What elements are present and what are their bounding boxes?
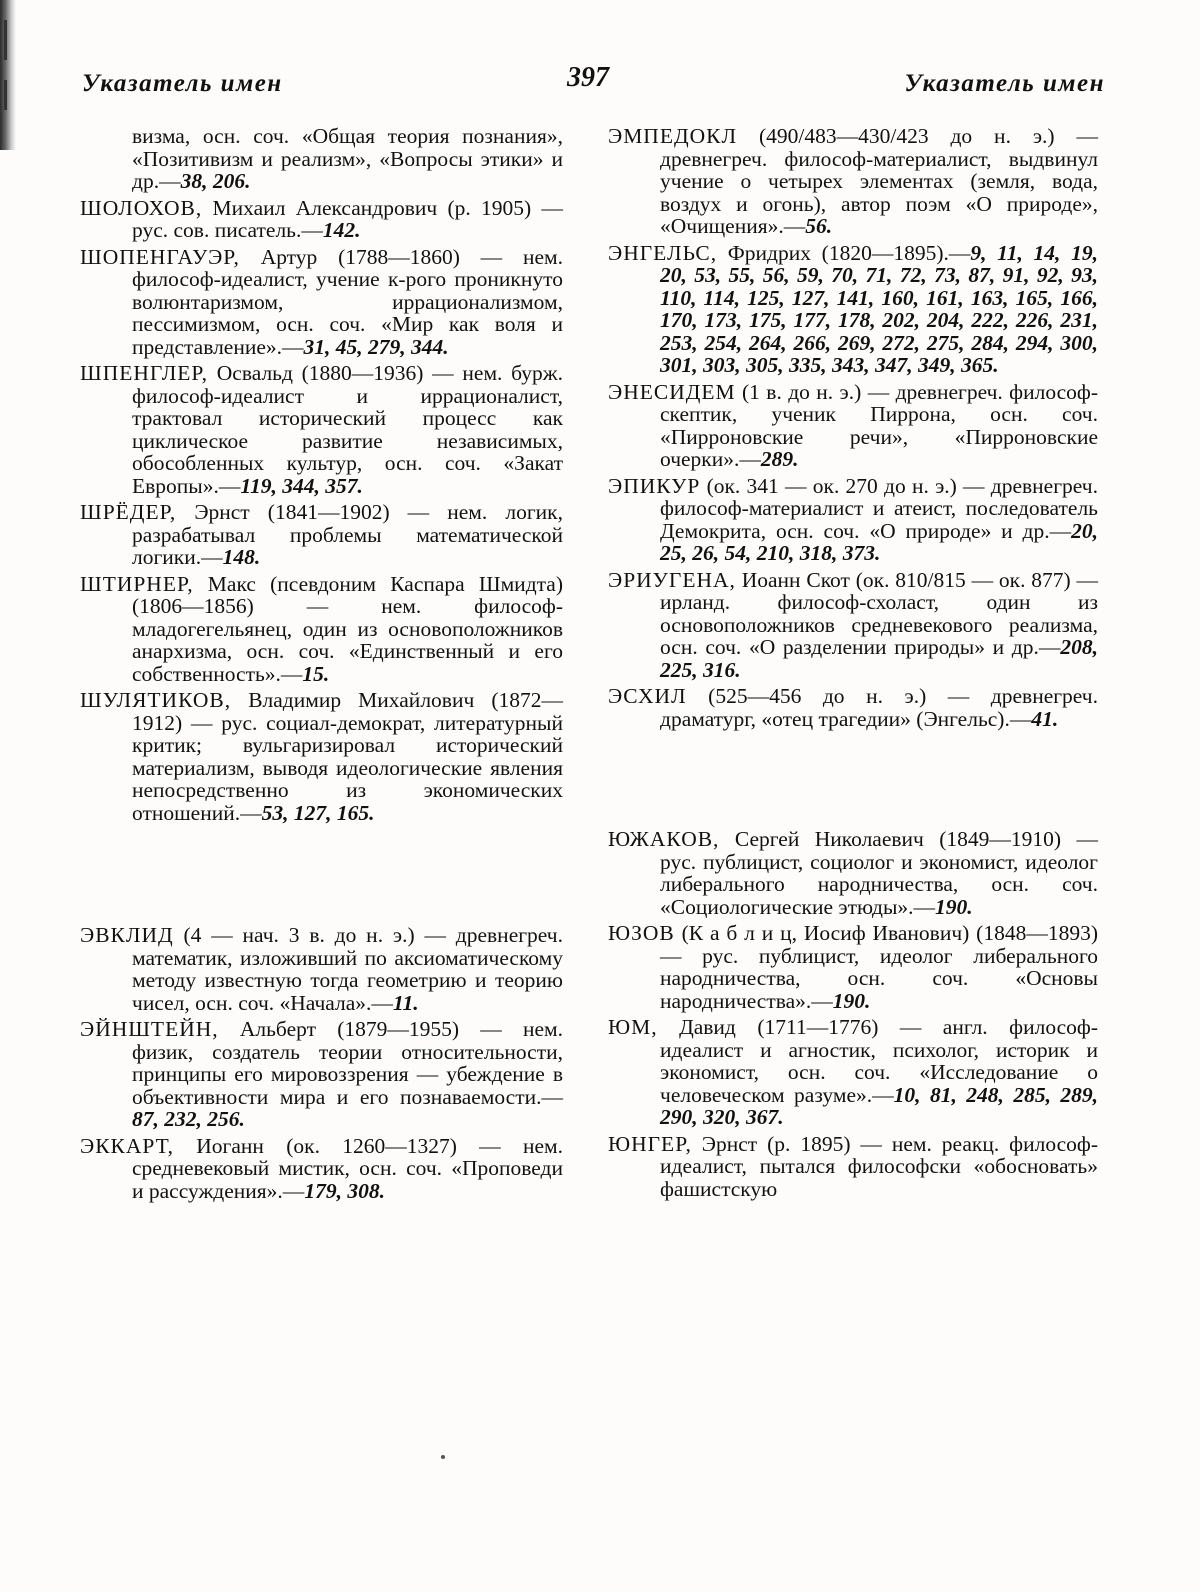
page-refs: 119, 344, 357.: [240, 473, 363, 498]
entry-headword: ЭВКЛИД: [80, 923, 174, 947]
entry-headword: ШОПЕНГАУЭР,: [80, 244, 240, 269]
index-entry: [608, 125, 1098, 238]
entry-headword: ЭПИКУР: [608, 473, 701, 498]
page-refs: 190.: [935, 894, 973, 919]
entry-text: Освальд (1880—1936) — нем. бурж. философ-идеалист и иррационалист, трактовал исторический процесс как циклическое развитие независимых, обособленных культур, осн. соч. «Закат Европы».—: [132, 361, 563, 498]
running-header: [82, 62, 1105, 102]
page-refs: 179, 308.: [304, 1178, 385, 1203]
letter-section-gap: [608, 734, 1098, 828]
page-refs: 142.: [322, 218, 361, 242]
book-spine-edge: [0, 0, 16, 150]
page-refs: 190.: [832, 988, 871, 1013]
entry-text: (490/483—430/423 до н. э.) — древнегреч. философ-материалист, выдвинул учение о четырех элементах (земля, вода, воздух и огонь), автор поэм «О природе», «Очищения».—: [660, 124, 1098, 238]
entry-text: (525—456 до н. э.) — древнегреч. драматург, «отец трагедии» (Энгельс).—: [660, 684, 1098, 731]
page-refs: 56.: [805, 214, 833, 238]
page-refs: 41.: [1031, 706, 1059, 731]
index-entry: [80, 197, 563, 242]
entry-headword: ЭККАРТ,: [80, 1133, 174, 1158]
page-number: 397: [567, 62, 609, 93]
page-refs: 289.: [760, 447, 799, 471]
entry-text: визма, осн. соч. «Общая теория познания», «Позитивизм и реализм», «Вопросы этики» и др.—: [132, 124, 563, 193]
page-refs: 9, 11, 14, 19, 20, 53, 55, 56, 59, 70, 71, 72, 73, 87, 91, 92, 93, 110, 114, 125, 127, 141, 160, 161, 163, 165, 166, 170, 173, 175, 177, 178, 202, 204, 222, 226, 231, 253, 254, 264, 266, 269, 272, 275, 284, 294, 300, 301, 303, 305, 335, 343, 347, 349, 365.: [660, 240, 1098, 377]
index-entry: [608, 1133, 1098, 1201]
entry-text: Михаил Александрович (р. 1905) — рус. сов. писатель.—: [132, 195, 563, 242]
entry-headword: ШУЛЯТИКОВ,: [80, 688, 232, 712]
entry-text: Иоганн (ок. 1260—1327) — нем. средневековый мистик, осн. соч. «Проповеди и рассуждения».—: [132, 1133, 563, 1203]
page-refs: 87, 232, 256.: [132, 1107, 245, 1131]
index-entry: [608, 922, 1098, 1012]
running-title-left: Указатель имен: [82, 70, 283, 97]
page-refs: 53, 127, 165.: [261, 800, 375, 825]
index-entry: [608, 475, 1098, 565]
entry-text: Макс (псевдоним Каспара Шмидта) (1806—1856) — нем. философ-младогегельянец, один из основоположников анархизма, осн. соч. «Единственный и его собственность».—: [132, 571, 563, 686]
index-entry: [80, 362, 563, 497]
page-refs: 31, 45, 279, 344.: [303, 334, 449, 359]
left-column: [80, 125, 563, 1206]
print-speck: [441, 1455, 445, 1459]
entry-text: Фридрих (1820—1895).—: [717, 240, 971, 265]
index-entry: [608, 685, 1098, 730]
entry-text: (К а б л и ц, Иосиф Иванович) (1848—1893) — рус. публицист, идеолог либерального народничества, осн. соч. «Основы народничества».—: [660, 921, 1098, 1013]
entry-text: Альберт (1879—1955) — нем. физик, создатель теории относительности, принципы его мировоззрения — убеждение в объективности мира и его познаваемости.—: [132, 1017, 563, 1109]
entry-headword: ЭРИУГЕНА,: [608, 567, 736, 592]
index-entry: [80, 501, 563, 569]
running-title-right: Указатель имен: [904, 70, 1105, 97]
entry-text: Давид (1711—1776) — англ. философ-идеалист и агностик, психолог, историк и экономист, осн. соч. «Исследование о человеческом разуме».—: [657, 1015, 1098, 1107]
index-entry: [80, 573, 563, 686]
page-refs: 20, 25, 26, 54, 210, 318, 373.: [660, 518, 1098, 565]
entry-text: Сергей Николаевич (1849—1910) — рус. публицист, социолог и экономист, идеолог либерального народничества, осн. соч. «Социологические этюды».—: [660, 827, 1098, 919]
index-entry: [608, 828, 1098, 918]
index-entry: [80, 1135, 563, 1203]
page-refs: 15.: [302, 661, 330, 686]
entry-text: (4 — нач. 3 в. до н. э.) — древнегреч. математик, изложивший по аксиоматическому методу известную тогда геометрию и теорию чисел, осн. соч. «Начала».—: [132, 923, 563, 1015]
entry-headword: ЭНГЕЛЬС,: [608, 240, 718, 265]
entry-headword: ЮНГЕР,: [608, 1131, 692, 1156]
entry-text: Иоанн Скот (ок. 810/815 — ок. 877) — ирланд. философ-схоласт, один из основоположников средневекового реализма, осн. соч. «О разделении природы» и др.—: [660, 567, 1098, 659]
index-entry: [608, 1016, 1098, 1129]
index-entry: [80, 246, 563, 359]
entry-text: Эрнст (р. 1895) — нем. реакц. философ-идеалист, пытался философски «обосновать» фашистскую: [660, 1131, 1098, 1201]
index-entry: [80, 924, 563, 1014]
index-entry: [608, 242, 1098, 377]
entry-headword: ЮЖАКОВ,: [608, 827, 720, 851]
entry-text: Владимир Михайлович (1872—1912) — рус. социал-демократ, литературный критик; вульгаризировал исторический материализм, выводя идеологические явления непосредственно из экономических отношений.—: [132, 688, 563, 825]
entry-headword: ЭСХИЛ: [608, 684, 687, 708]
entry-headword: ЭЙНШТЕЙН,: [80, 1017, 219, 1041]
entry-text: (ок. 341 — ок. 270 до н. э.) — древнегреч. философ-материалист и атеист, последователь Демокрита, осн. соч. «О природе» и др.—: [660, 473, 1098, 543]
page-refs: 11.: [392, 990, 419, 1015]
letter-section-gap: [80, 828, 563, 924]
index-entry: [80, 125, 563, 193]
entry-headword: ШПЕНГЛЕР,: [80, 361, 209, 385]
index-entry: [608, 569, 1098, 682]
page-refs: 38, 206.: [180, 169, 251, 193]
entry-headword: ШТИРНЕР,: [80, 571, 194, 596]
entry-headword: ЮМ,: [608, 1015, 658, 1039]
index-entry: [80, 689, 563, 824]
page-refs: 208, 225, 316.: [660, 635, 1098, 682]
entry-text: Эрнст (1841—1902) — нем. логик, разрабатывал проблемы математической логики.—: [132, 500, 563, 569]
entry-text: (1 в. до н. э.) — древнегреч. философ-скептик, ученик Пиррона, осн. соч. «Пирроновские речи», «Пирроновские очерки».—: [660, 379, 1098, 471]
spine-mark: [4, 80, 7, 110]
entry-headword: ЭНЕСИДЕМ: [608, 379, 736, 404]
entry-headword: ШОЛОХОВ,: [80, 195, 203, 220]
entry-headword: ЭМПЕДОКЛ: [608, 124, 738, 148]
entry-headword: ШРЁДЕР,: [80, 500, 177, 524]
spine-mark: [4, 20, 7, 60]
index-entry: [80, 1018, 563, 1131]
entry-headword: ЮЗОВ: [608, 921, 675, 945]
page-refs: 10, 81, 248, 285, 289, 290, 320, 367.: [660, 1082, 1098, 1129]
index-entry: [608, 381, 1098, 471]
right-column: [608, 125, 1098, 1204]
page-refs: 148.: [222, 545, 261, 569]
entry-text: Артур (1788—1860) — нем. философ-идеалист, учение к-рого проникнуто волюнтаризмом, иррационализмом, пессимизмом, осн. соч. «Мир как воля и представление».—: [132, 244, 563, 359]
